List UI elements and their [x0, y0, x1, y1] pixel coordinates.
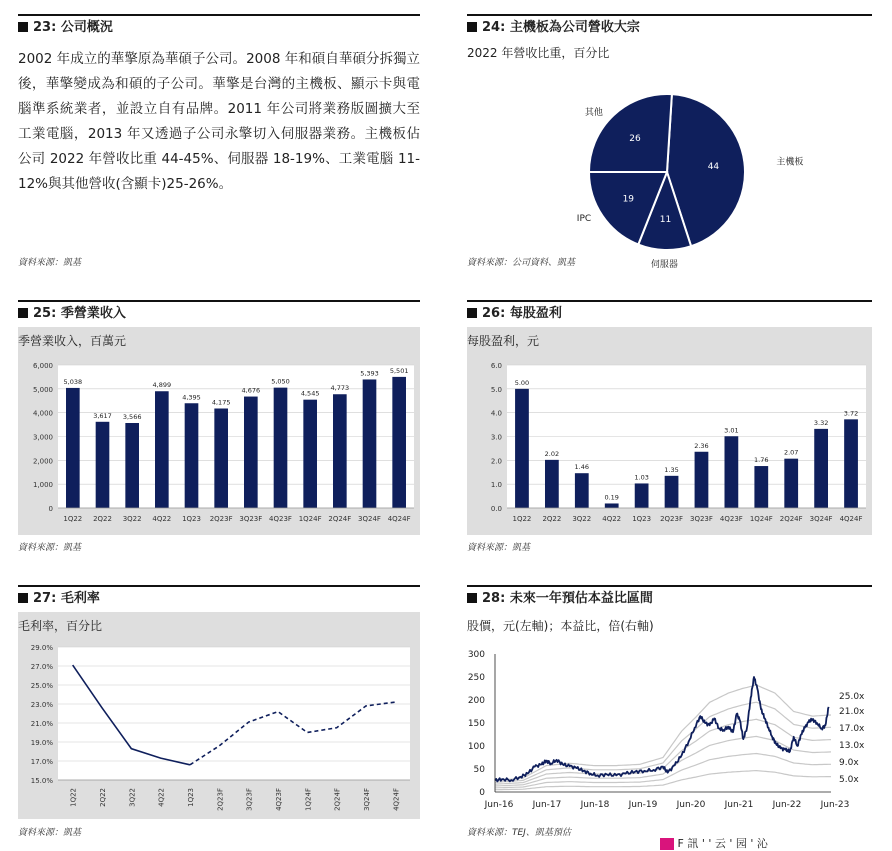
- bar: [754, 466, 768, 508]
- plot-area: [58, 647, 410, 780]
- y-tick-label: 2.0: [490, 457, 502, 466]
- panel-26-title: 26: 每股盈利: [467, 300, 872, 326]
- pie-slice-value: 11: [659, 214, 672, 225]
- y-tick-label: 0: [48, 505, 53, 513]
- bar: [155, 391, 169, 508]
- panel-24-source: 資料來源：公司資料、凱基: [467, 258, 576, 268]
- pe-band-line: [495, 702, 831, 782]
- panel-28-source: 資料來源：TEJ、凱基預估: [467, 828, 571, 838]
- panel-28-title: 28: 未來一年預估本益比區間: [467, 585, 872, 611]
- eps-bar-chart: [467, 350, 872, 532]
- bar-value-label: 0.19: [604, 493, 619, 502]
- square-bullet-icon: [18, 593, 28, 603]
- y-tick-label: 1.0: [490, 481, 502, 490]
- x-tick-label: 2Q23F: [209, 515, 233, 523]
- bar-value-label: 4,395: [182, 393, 201, 402]
- y-tick-label: 21.0%: [30, 720, 53, 728]
- y-tick-label: 4.0: [490, 409, 502, 418]
- square-bullet-icon: [18, 308, 28, 318]
- x-tick-label: 4Q23F: [719, 515, 743, 523]
- bar-value-label: 4,676: [241, 386, 261, 395]
- bar-value-label: 2.07: [783, 448, 799, 457]
- bar: [724, 436, 738, 508]
- x-tick-label: 1Q23: [187, 788, 195, 807]
- y-tick-label: 300: [467, 650, 485, 660]
- bar: [545, 460, 559, 508]
- x-tick-label: 3Q23F: [690, 515, 713, 523]
- x-tick-label: 4Q23F: [275, 788, 283, 811]
- y-tick-label: 2,000: [32, 457, 53, 466]
- x-tick-label: 4Q22: [152, 515, 172, 523]
- x-tick-label: 1Q24F: [304, 788, 313, 811]
- pe-multiple-label: 13.0x: [839, 741, 865, 751]
- y-tick-label: 0: [479, 788, 485, 798]
- bar: [665, 476, 679, 508]
- bar-value-label: 1.03: [634, 473, 649, 482]
- x-tick-label: Jun-20: [676, 800, 706, 810]
- x-tick-label: 4Q24F: [387, 515, 411, 523]
- y-tick-label: 29.0%: [30, 644, 53, 652]
- panel-23-source: 資料來源：凱基: [18, 258, 82, 268]
- x-tick-label: 2Q22: [99, 788, 107, 807]
- bar-value-label: 1.35: [664, 465, 679, 474]
- bar: [784, 459, 798, 508]
- y-tick-label: 5,000: [32, 385, 53, 394]
- bar-value-label: 5,038: [63, 377, 83, 386]
- pe-multiple-label: 21.0x: [839, 707, 865, 717]
- pe-multiple-label: 25.0x: [839, 692, 865, 702]
- panel-27-subtitle: 毛利率，百分比: [18, 619, 103, 633]
- panel-25-subtitle: 季營業收入，百萬元: [18, 334, 127, 348]
- bar: [274, 388, 288, 508]
- y-tick-label: 17.0%: [30, 758, 53, 766]
- x-tick-label: 2Q22: [93, 515, 112, 523]
- panel-company-overview: [18, 14, 420, 274]
- bar: [635, 483, 649, 508]
- bar-value-label: 5,050: [271, 377, 290, 386]
- panel-23-title: 23: 公司概況: [18, 14, 420, 40]
- bar: [214, 408, 228, 508]
- y-tick-label: 100: [467, 742, 485, 752]
- x-tick-label: 3Q22: [128, 788, 137, 807]
- x-tick-label: 2Q23F: [660, 515, 683, 523]
- pie-slice-value: 26: [629, 133, 641, 144]
- panel-25-title: 25: 季營業收入: [18, 300, 420, 326]
- pie-slice-label: 其他: [584, 108, 603, 119]
- bar-value-label: 5.00: [514, 378, 530, 387]
- bar: [392, 377, 406, 508]
- bar-value-label: 3.01: [724, 426, 739, 435]
- bar: [575, 473, 589, 508]
- pe-band-chart: [467, 637, 872, 821]
- y-tick-label: 6,000: [32, 362, 53, 370]
- footer-strip: [660, 835, 892, 848]
- panel-27-title: 27: 毛利率: [18, 585, 420, 611]
- x-tick-label: 1Q22: [63, 515, 83, 523]
- bar: [125, 423, 139, 508]
- panel-24-subtitle: 2022 年營收比重，百分比: [467, 46, 610, 60]
- y-tick-label: 3,000: [32, 433, 53, 442]
- x-tick-label: 3Q22: [122, 515, 142, 523]
- bar-value-label: 4,545: [300, 389, 320, 398]
- square-bullet-icon: [467, 593, 477, 603]
- bar: [244, 397, 258, 508]
- y-tick-label: 6.0: [490, 362, 502, 370]
- pie-slice-label: 主機板: [776, 157, 804, 168]
- bar-value-label: 3.72: [843, 409, 859, 418]
- y-tick-label: 15.0%: [30, 777, 53, 785]
- bar-value-label: 2.02: [544, 449, 560, 458]
- company-overview-text: 2002 年成立的華擎原為華碩子公司。2008 年和碩自華碩分拆獨立後，華擎變成為和碩的子公司。華擎是台灣的主機板、顯示卡與電腦準系統業者，並設立自有品牌。2011 年公司將業務版圖擴大至工業電腦，2013 年又透過子公司永擎切入伺服器業務。主機板佔公司 2022 年營收比重 44-45%、伺服器 18-19%、工業電腦 11-12%與其他營收(含顯卡)25-26%。: [18, 51, 420, 192]
- x-tick-label: 2Q24F: [333, 788, 342, 811]
- y-tick-label: 19.0%: [30, 739, 53, 747]
- x-tick-label: 1Q23: [632, 515, 652, 523]
- x-tick-label: Jun-22: [772, 800, 802, 810]
- y-tick-label: 5.0: [490, 385, 502, 394]
- bar-value-label: 4,899: [152, 381, 172, 390]
- bar-value-label: 3,617: [93, 411, 112, 420]
- pie-slice-value: 19: [622, 194, 635, 205]
- x-tick-label: Jun-16: [484, 800, 514, 810]
- y-tick-label: 3.0: [490, 433, 502, 442]
- panel-pe-band: [467, 585, 872, 843]
- pe-multiple-label: 5.0x: [839, 775, 859, 785]
- bar-value-label: 4,773: [330, 384, 350, 393]
- bar-value-label: 3.32: [813, 418, 829, 427]
- y-tick-label: 1,000: [32, 481, 53, 490]
- square-bullet-icon: [467, 308, 477, 318]
- x-tick-label: 1Q22: [512, 515, 532, 523]
- bar: [66, 388, 80, 508]
- footer-text: F 訊 ' ' 云 ' 园 ' 沁: [677, 837, 768, 850]
- x-tick-label: 1Q22: [69, 788, 78, 807]
- pe-multiple-label: 9.0x: [839, 758, 859, 768]
- bar: [605, 503, 619, 508]
- x-tick-label: 4Q22: [602, 515, 622, 523]
- gross-margin-line-chart: [18, 637, 420, 817]
- y-tick-label: 4,000: [32, 409, 53, 418]
- panel-revenue-mix: [467, 14, 872, 274]
- brand-logo-icon: [660, 838, 674, 850]
- x-tick-label: 1Q24F: [749, 515, 773, 523]
- y-tick-label: 23.0%: [30, 701, 53, 709]
- y-tick-label: 150: [467, 719, 485, 729]
- panel-quarterly-revenue: [18, 300, 420, 560]
- x-tick-label: 1Q23: [182, 515, 201, 523]
- x-tick-label: 4Q23F: [269, 515, 292, 523]
- x-tick-label: 4Q24F: [392, 788, 401, 811]
- x-tick-label: 2Q22: [542, 515, 562, 523]
- y-tick-label: 25.0%: [30, 682, 53, 690]
- panel-26-source: 資料來源：凱基: [467, 543, 531, 553]
- pie-slice-value: 44: [707, 162, 720, 173]
- bar: [96, 422, 110, 508]
- bar: [515, 389, 529, 508]
- bar: [333, 394, 347, 508]
- bar-value-label: 4,175: [211, 398, 231, 407]
- x-tick-label: 4Q22: [157, 788, 166, 807]
- pie-slice-label: IPC: [576, 214, 592, 225]
- y-tick-label: 27.0%: [30, 663, 53, 671]
- x-tick-label: 3Q24F: [363, 788, 371, 811]
- revenue-bar-chart: [18, 350, 420, 532]
- bar-value-label: 5,501: [389, 366, 409, 375]
- x-tick-label: Jun-19: [628, 800, 658, 810]
- x-tick-label: 4Q24F: [839, 515, 863, 523]
- y-tick-label: 50: [473, 765, 485, 775]
- x-tick-label: 3Q22: [572, 515, 592, 523]
- x-tick-label: Jun-17: [532, 800, 562, 810]
- bar: [814, 429, 828, 508]
- x-tick-label: 1Q24F: [298, 515, 322, 523]
- pe-multiple-label: 17.0x: [839, 724, 865, 734]
- panel-26-subtitle: 每股盈利，元: [467, 334, 540, 348]
- bar: [185, 403, 199, 508]
- x-tick-label: 3Q24F: [358, 515, 381, 523]
- panel-gross-margin: [18, 585, 420, 843]
- bar-value-label: 1.46: [574, 463, 590, 472]
- x-tick-label: 3Q23F: [239, 515, 263, 523]
- pie-slice-label: 伺服器: [650, 259, 678, 270]
- bar: [844, 419, 858, 508]
- bar-value-label: 5,393: [360, 369, 379, 378]
- panel-eps: [467, 300, 872, 560]
- x-tick-label: 3Q24F: [809, 515, 833, 523]
- bar: [695, 452, 709, 508]
- square-bullet-icon: [467, 22, 477, 32]
- y-tick-label: 250: [467, 673, 485, 683]
- x-tick-label: 3Q23F: [245, 788, 254, 811]
- panel-24-title: 24: 主機板為公司營收大宗: [467, 14, 872, 40]
- bar: [363, 379, 377, 508]
- bar: [303, 400, 317, 508]
- x-tick-label: 2Q23F: [216, 788, 225, 811]
- x-tick-label: Jun-23: [820, 800, 850, 810]
- y-tick-label: 0.0: [490, 505, 502, 513]
- x-tick-label: 2Q24F: [328, 515, 352, 523]
- square-bullet-icon: [18, 22, 28, 32]
- y-tick-label: 200: [467, 696, 485, 706]
- bar-value-label: 3,566: [122, 413, 142, 422]
- bar-value-label: 2.36: [694, 441, 709, 450]
- panel-25-source: 資料來源：凱基: [18, 543, 82, 553]
- bar-value-label: 1.76: [754, 456, 769, 465]
- x-tick-label: 2Q24F: [779, 515, 803, 523]
- x-tick-label: Jun-21: [724, 800, 754, 810]
- panel-27-source: 資料來源：凱基: [18, 828, 82, 838]
- x-tick-label: Jun-18: [580, 800, 610, 810]
- panel-28-subtitle: 股價，元(左軸)；本益比，倍(右軸): [467, 619, 654, 633]
